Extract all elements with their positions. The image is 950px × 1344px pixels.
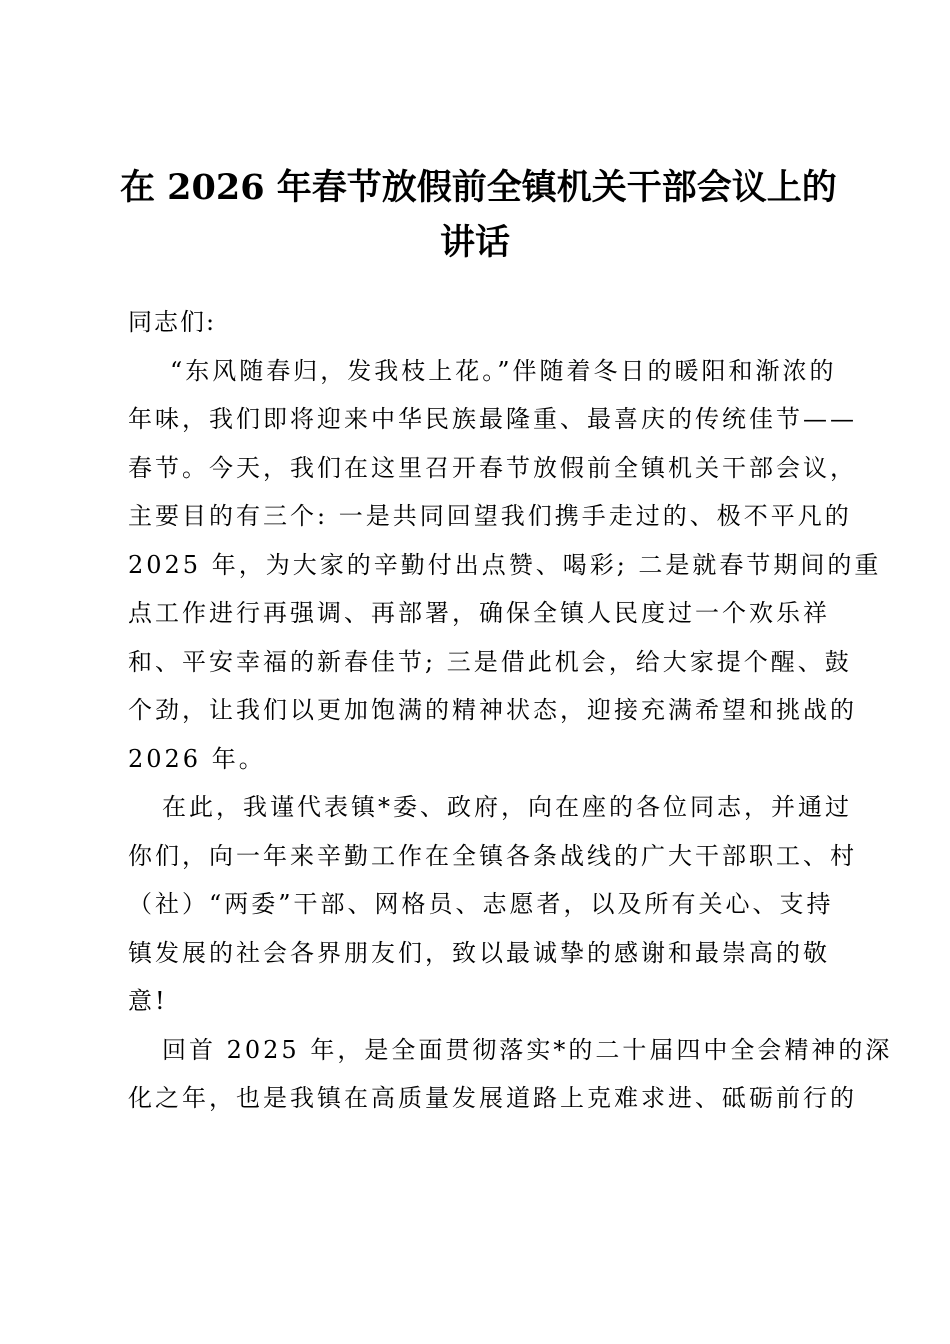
paragraph-line: 意! [128,987,168,1015]
paragraph-line: 主要目的有三个: 一是共同回望我们携手走过的、极不平凡的 [128,502,852,530]
paragraph-line: 2026 年。 [128,744,266,773]
title-line-1: 在 2026 年春节放假前全镇机关干部会议上的 [120,167,837,208]
paragraph-line: “东风随春归，发我枝上花。”伴随着冬日的暖阳和渐浓的 [170,356,837,385]
paragraph-line: 春节。今天，我们在这里召开春节放假前全镇机关干部会议， [128,453,857,482]
paragraph-2 [128,783,857,1026]
paragraph-line: 化之年，也是我镇在高质量发展道路上克难求进、砥砺前行的 [128,1084,857,1112]
paragraph-line: 和、平安幸福的新春佳节; 三是借此机会，给大家提个醒、鼓 [128,647,852,676]
paragraph-line: 2025 年，为大家的辛勤付出点赞、喝彩; 二是就春节期间的重 [128,550,882,579]
paragraph-3 [128,1026,893,1123]
title-line-2: 讲话 [439,222,510,263]
paragraph-1 [128,347,882,784]
paragraph-line: 点工作进行再强调、再部署，确保全镇人民度过一个欢乐祥 [128,599,830,627]
paragraph-line: 年味，我们即将迎来中华民族最隆重、最喜庆的传统佳节—— [128,405,857,433]
paragraph-line: 镇发展的社会各界朋友们，致以最诚挚的感谢和最崇高的敬 [128,938,830,967]
paragraph-line: （社）“两委”干部、网格员、志愿者，以及所有关心、支持 [128,890,834,918]
paragraph-line: 个劲，让我们以更加饱满的精神状态，迎接充满希望和挑战的 [128,696,857,724]
paragraph-line: 回首 2025 年，是全面贯彻落实*的二十届四中全会精神的深 [162,1035,893,1064]
paragraph-line: 在此，我谨代表镇*委、政府，向在座的各位同志，并通过 [162,793,852,821]
salutation: 同志们: [128,308,217,336]
document-body [128,298,893,1123]
document-title [120,160,837,270]
paragraph-line: 你们，向一年来辛勤工作在全镇各条战线的广大干部职工、村 [128,841,857,870]
